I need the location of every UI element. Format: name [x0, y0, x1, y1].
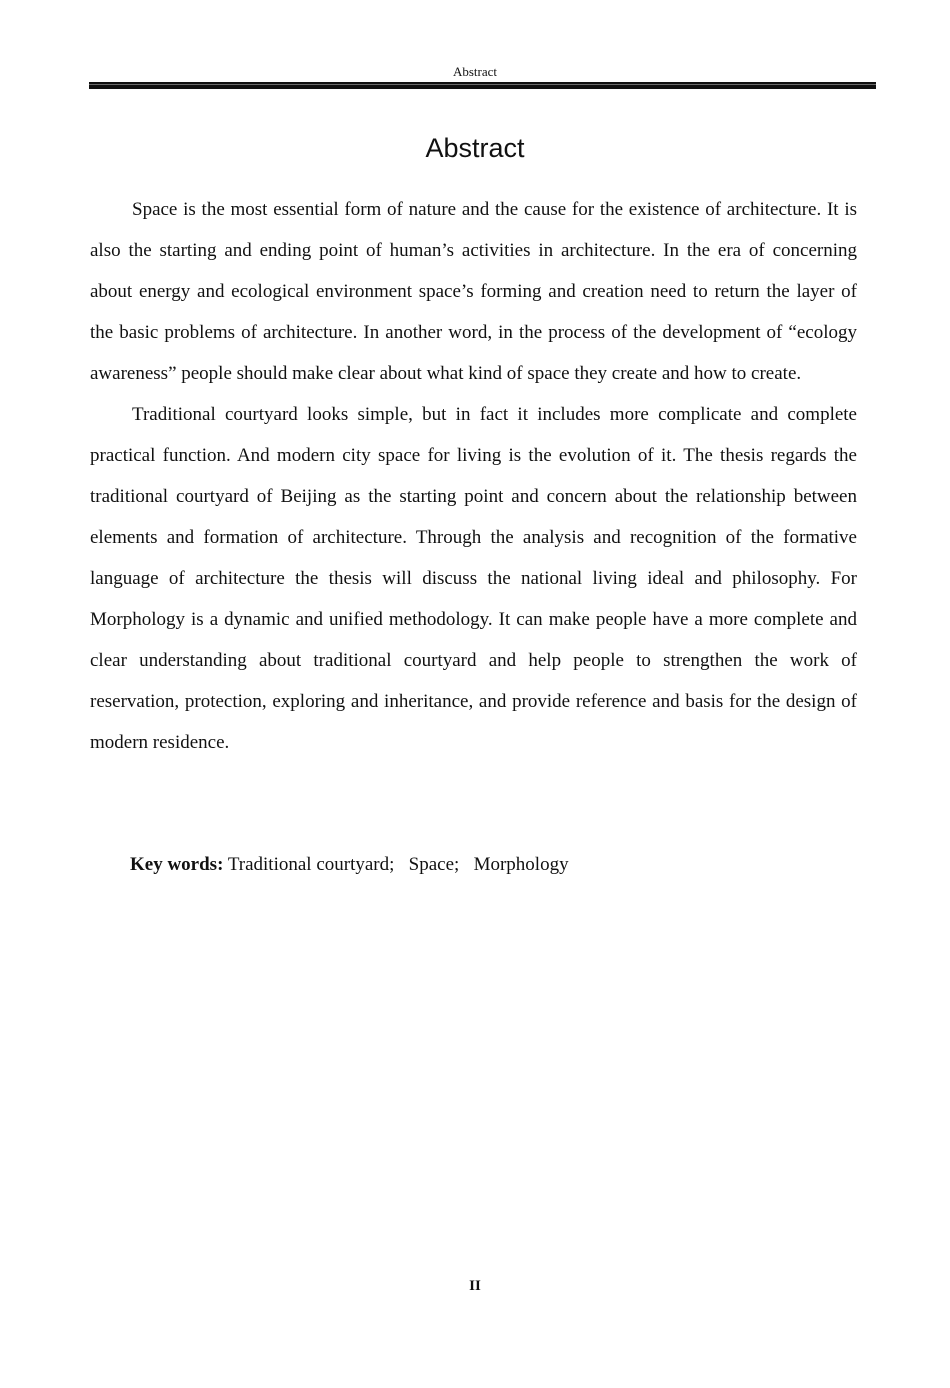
running-header: Abstract — [452, 64, 498, 79]
keyword-item-1: Traditional courtyard; — [227, 854, 395, 875]
page-number: II — [469, 1278, 481, 1294]
keyword-item-3: Morphology — [473, 854, 569, 875]
abstract-paragraph-2: Traditional courtyard looks simple, but in fact it includes more complicate and complete practical function. And modern city space for living is the evolution of it. The thesis regards the traditional courtyard of Beijing as the starting point and concern about the relationship between elements and formation of architecture. Through the analysis and recognition of the formative language of architecture the thesis will discuss the national living ideal and philosophy. For Morphology is a dynamic and unified methodology. It can make people have a more complete and clear understanding about traditional courtyard and help people to strengthen the work of reservation, protection, exploring and inheritance, and provide reference and basis for the design of modern residence. — [90, 404, 857, 753]
keywords-label: Key words: — [130, 854, 224, 875]
header-rule — [89, 82, 876, 89]
keyword-item-2: Space; — [408, 854, 460, 875]
abstract-body — [90, 189, 857, 763]
page-title: Abstract — [425, 133, 525, 163]
abstract-paragraph-1: Space is the most essential form of nature and the cause for the existence of architecture. It is also the starting and ending point of human’s activities in architecture. In the era of concerning about energy and ecological environment space’s forming and creation need to return the layer of the basic problems of architecture. In another word, in the process of the development of “ecology awareness” people should make clear about what kind of space they create and how to create. — [90, 199, 857, 384]
keywords-line — [130, 845, 830, 885]
